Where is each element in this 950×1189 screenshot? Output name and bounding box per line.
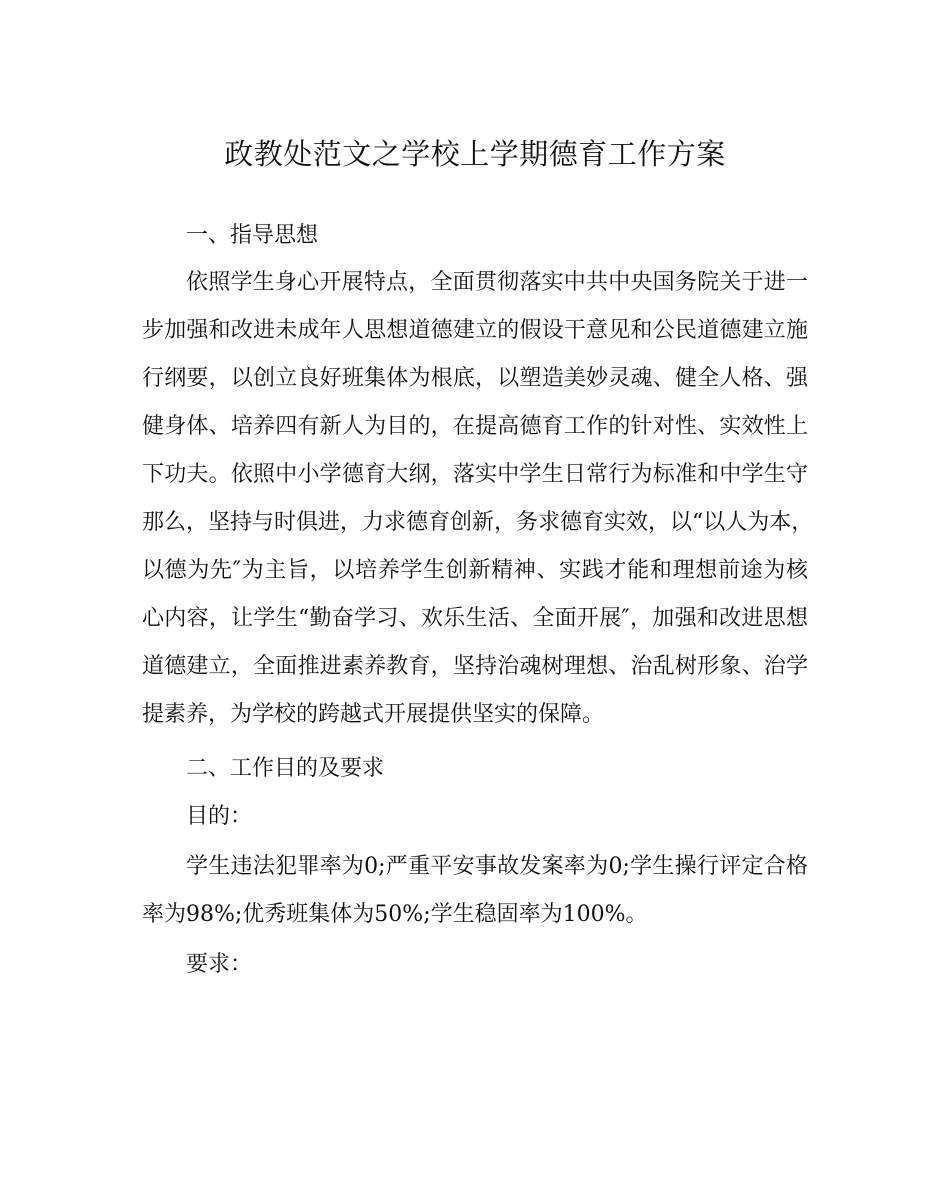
section1-heading: 一、指导思想: [186, 223, 319, 248]
paragraph-line: 行纲要，以创立良好班集体为根底，以塑造美妙灵魂、健全人格、强: [142, 366, 808, 391]
paragraph-line: 健身体、培养四有新人为目的，在提高德育工作的针对性、实效性上: [142, 414, 808, 439]
goal-label: 目的：: [186, 804, 253, 829]
paragraph-line: 以德为先″为主旨，以培养学生创新精神、实践才能和理想前途为核: [142, 558, 808, 583]
paragraph-line: 提素养，为学校的跨越式开展提供坚实的保障。: [142, 702, 605, 727]
goal-line: 率为98%;优秀班集体为50%;学生稳固率为100%。: [142, 902, 648, 927]
paragraph-line: 下功夫。依照中小学德育大纲，落实中学生日常行为标准和中学生守: [142, 462, 808, 487]
requirement-label: 要求：: [186, 952, 253, 977]
paragraph-line: 道德建立，全面推进素养教育，坚持治魂树理想、治乱树形象、治学: [142, 654, 808, 679]
section2-heading: 二、工作目的及要求: [186, 756, 385, 781]
paragraph-line: 心内容，让学生“勤奋学习、欢乐生活、全面开展″，加强和改进思想: [142, 606, 808, 631]
paragraph-line: 那么，坚持与时俱进，力求德育创新，务求德育实效，以“以人为本，: [142, 510, 814, 535]
goal-line: 学生违法犯罪率为0;严重平安事故发案率为0;学生操行评定合格: [186, 854, 808, 879]
paragraph-line: 步加强和改进未成年人思想道德建立的假设干意见和公民道德建立施: [142, 318, 808, 343]
paragraph-line: 依照学生身心开展特点，全面贯彻落实中共中央国务院关于进一: [186, 270, 808, 295]
document-title: 政教处范文之学校上学期德育工作方案: [224, 137, 726, 171]
